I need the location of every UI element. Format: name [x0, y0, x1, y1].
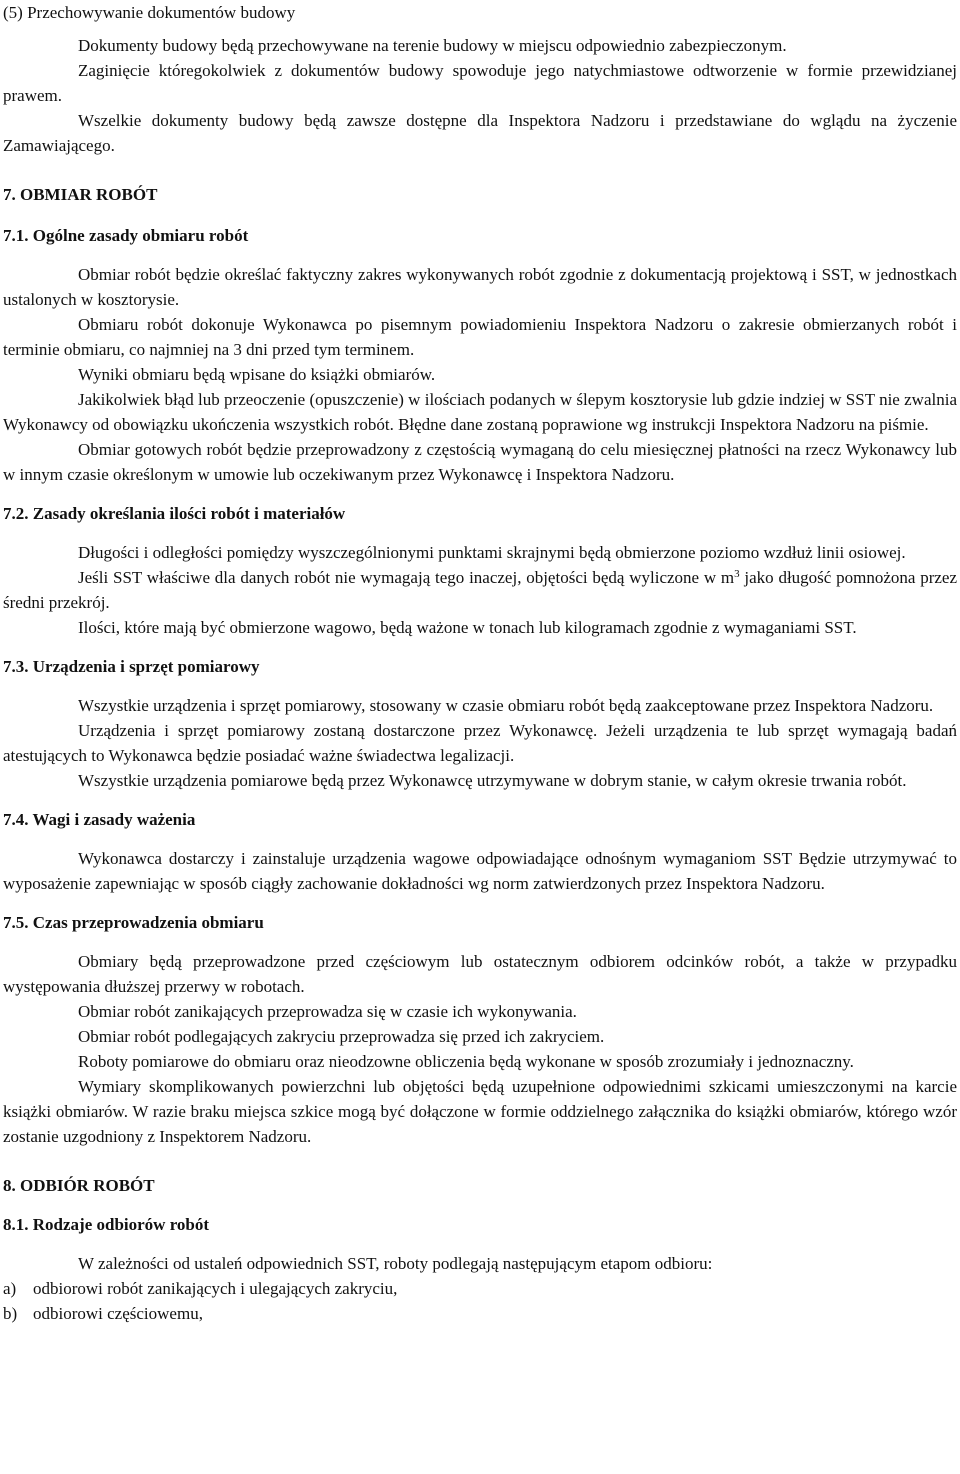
paragraph: Jakikolwiek błąd lub przeoczenie (opuszczenie) w ilościach podanych w ślepym kosztorysie lub gdzie indziej w SST nie zwalnia Wykonawcy od obowiązku ukończenia wszystkich robót. Błędne dane zostaną poprawione wg instrukcji Inspektora Nadzoru na piśmie.	[3, 390, 957, 434]
document-page	[3, 0, 957, 1326]
paragraph	[3, 565, 957, 615]
paragraph: Urządzenia i sprzęt pomiarowy zostaną dostarczone przez Wykonawcę. Jeżeli urządzenia te lub sprzęt wymagają badań atestujących to Wykonawca będzie posiadać ważne świadectwa legalizacji.	[3, 721, 957, 765]
list-item	[3, 1301, 957, 1326]
section-7-4-heading: 7.4. Wagi i zasady ważenia	[3, 810, 196, 829]
paragraph: Obmiar robót zanikających przeprowadza się w czasie ich wykonywania.	[78, 1002, 577, 1021]
section-5-title: (5) Przechowywanie dokumentów budowy	[3, 3, 296, 22]
text-run: jako długość pomnożona przez średni przekrój.	[3, 568, 957, 612]
section-7-1-heading: 7.1. Ogólne zasady obmiaru robót	[3, 226, 249, 245]
section-7-3-heading: 7.3. Urządzenia i sprzęt pomiarowy	[3, 657, 260, 676]
section-7-5-heading: 7.5. Czas przeprowadzenia obmiaru	[3, 913, 264, 932]
list-marker: b)	[3, 1304, 18, 1323]
superscript: 3	[734, 568, 740, 580]
list-item	[3, 1276, 957, 1301]
paragraph: Obmiaru robót dokonuje Wykonawca po pisemnym powiadomieniu Inspektora Nadzoru o zakresie obmierzanych robót i terminie obmiaru, co najmniej na 3 dni przed tym terminem.	[3, 315, 957, 359]
paragraph: Wszelkie dokumenty budowy będą zawsze dostępne dla Inspektora Nadzoru i przedstawiane do wglądu na życzenie Zamawiającego.	[3, 111, 957, 155]
section-8-1-heading: 8.1. Rodzaje odbiorów robót	[3, 1215, 210, 1234]
paragraph: Wszystkie urządzenia i sprzęt pomiarowy, stosowany w czasie obmiaru robót będą zaakceptowane przez Inspektora Nadzoru.	[78, 696, 934, 715]
paragraph: Obmiar robót podlegających zakryciu przeprowadza się przed ich zakryciem.	[78, 1027, 605, 1046]
paragraph: Wszystkie urządzenia pomiarowe będą przez Wykonawcę utrzymywane w dobrym stanie, w całym okresie trwania robót.	[78, 771, 907, 790]
list-item-text: odbiorowi robót zanikających i ulegających zakryciu,	[33, 1279, 398, 1298]
section-7-heading: 7. OBMIAR ROBÓT	[3, 185, 158, 204]
paragraph: Obmiary będą przeprowadzone przed częściowym lub ostatecznym odbiorem odcinków robót, a także w przypadku występowania dłuższej przerwy w robotach.	[3, 952, 957, 996]
paragraph: Ilości, które mają być obmierzone wagowo, będą ważone w tonach lub kilogramach zgodnie z wymaganiami SST.	[78, 618, 857, 637]
paragraph: Obmiar robót będzie określać faktyczny zakres wykonywanych robót zgodnie z dokumentacją projektową i SST, w jednostkach ustalonych w kosztorysie.	[3, 265, 957, 309]
text-run: Jeśli SST właściwe dla danych robót nie wymagają tego inaczej, objętości będą wyliczone w m	[78, 568, 735, 587]
paragraph: Wyniki obmiaru będą wpisane do książki obmiarów.	[78, 365, 436, 384]
paragraph: Roboty pomiarowe do obmiaru oraz nieodzowne obliczenia będą wykonane w sposób zrozumiały i jednoznaczny.	[78, 1052, 854, 1071]
paragraph: Obmiar gotowych robót będzie przeprowadzony z częstością wymaganą do celu miesięcznej płatności na rzecz Wykonawcy lub w innym czasie określonym w umowie lub oczekiwanym przez Wykonawcę i Inspektora Nadzoru.	[3, 440, 957, 484]
paragraph: Zaginięcie któregokolwiek z dokumentów budowy spowoduje jego natychmiastowe odtworzenie w formie przewidzianej prawem.	[3, 61, 957, 105]
paragraph: Wykonawca dostarczy i zainstaluje urządzenia wagowe odpowiadające odnośnym wymaganiom SST Będzie utrzymywać to wyposażenie zapewniając w sposób ciągły zachowanie dokładności wg norm zatwierdzonych przez Inspektora Nadzoru.	[3, 849, 957, 893]
list-marker: a)	[3, 1279, 17, 1298]
section-8-heading: 8. ODBIÓR ROBÓT	[3, 1176, 155, 1195]
list-item-text: odbiorowi częściowemu,	[33, 1304, 203, 1323]
paragraph: Dokumenty budowy będą przechowywane na terenie budowy w miejscu odpowiednio zabezpieczonym.	[78, 36, 787, 55]
paragraph: Długości i odległości pomiędzy wyszczególnionymi punktami skrajnymi będą obmierzone poziomo wzdłuż linii osiowej.	[78, 543, 906, 562]
paragraph: W zależności od ustaleń odpowiednich SST, roboty podlegają następującym etapom odbioru:	[78, 1254, 713, 1273]
paragraph: Wymiary skomplikowanych powierzchni lub objętości będą uzupełnione odpowiednimi szkicami umieszczonymi na karcie książki obmiarów. W razie braku miejsca szkice mogą być dołączone w formie oddzielnego załącznika do książki obmiarów, którego wzór zostanie uzgodniony z Inspektorem Nadzoru.	[3, 1077, 957, 1146]
section-7-2-heading: 7.2. Zasady określania ilości robót i materiałów	[3, 504, 346, 523]
